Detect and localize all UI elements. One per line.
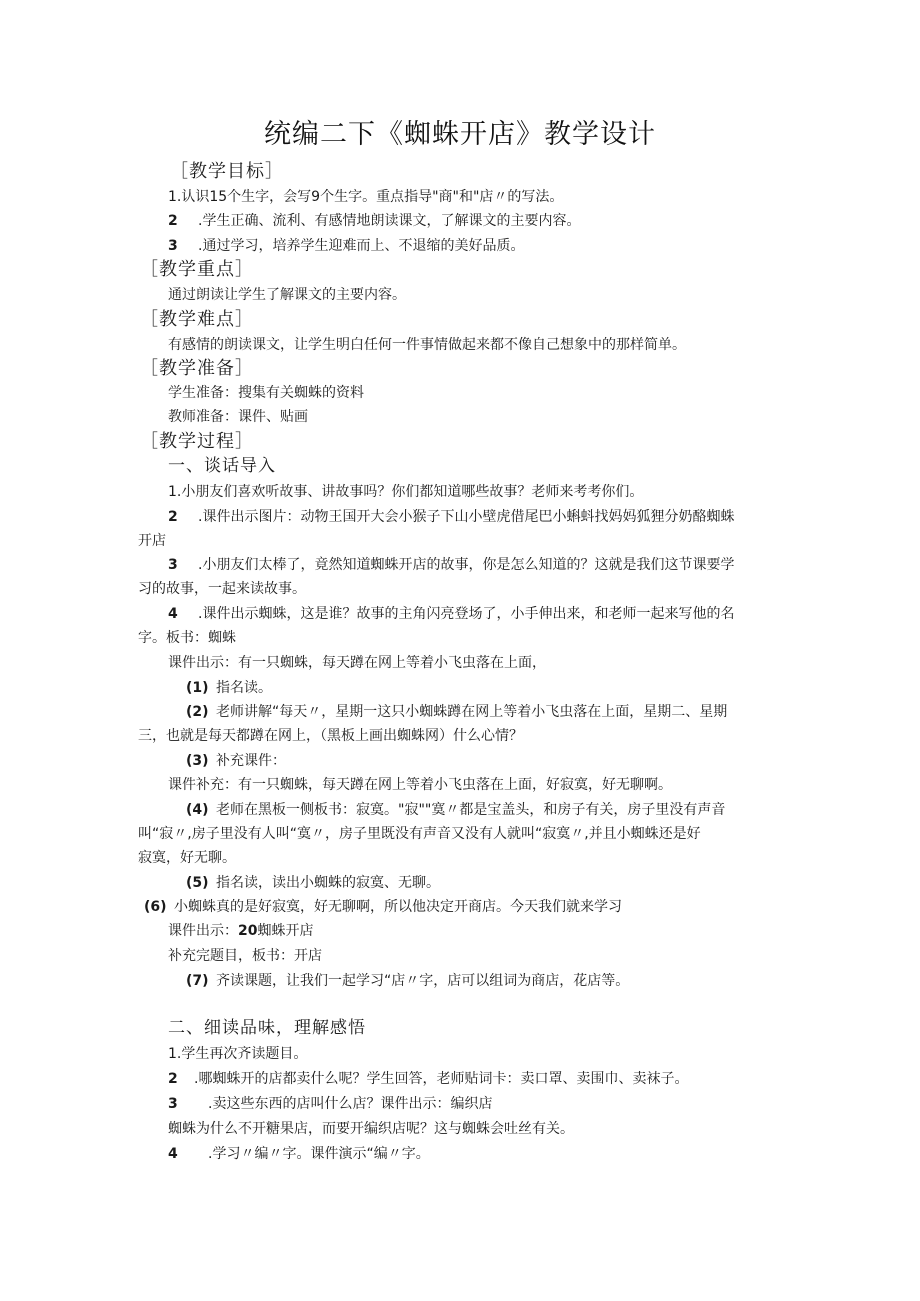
item-text: .哪蜘蛛开的店都卖什么呢？学生回答，老师贴词卡：卖口罩、卖围巾、卖袜子。 bbox=[194, 1071, 689, 1087]
step-4-cont-1: 叫“寂〃,房子里没有人叫“寞〃，房子里既没有声音又没有人就叫“寂寞〃,并且小蜘蛛还是好 bbox=[138, 826, 701, 842]
item-text: 学生再次齐读题目。 bbox=[181, 1046, 308, 1062]
item-text: .课件出示蜘蛛，这是谁？故事的主角闪亮登场了，小手伸出来，和老师一起来写他的名 bbox=[198, 606, 735, 622]
part1-paragraph-3 bbox=[168, 554, 734, 577]
step-2-cont: 三，也就是每天都蹲在网上，（黑板上画出蜘蛛网）什么心情？ bbox=[138, 728, 523, 744]
step-number: (6) bbox=[144, 899, 167, 915]
item-number: 3 bbox=[168, 557, 178, 573]
lesson-number: 20 bbox=[238, 923, 258, 939]
document-title: 统编二下《蜘蛛开店》教学设计 bbox=[264, 119, 656, 150]
part1-paragraph-2-cont: 开店 bbox=[138, 533, 166, 549]
objective-item-1 bbox=[168, 186, 563, 209]
preparation-heading: ［教学准备］ bbox=[140, 358, 254, 379]
objective-item-2 bbox=[168, 210, 580, 233]
teacher-preparation: 教师准备：课件、贴画 bbox=[168, 409, 308, 425]
objectives-heading: ［教学目标］ bbox=[170, 161, 284, 182]
step-4-cont-2: 寂寞，好无聊。 bbox=[138, 850, 236, 866]
difficulty-text: 有感情的朗读课文，让学生明白任何一件事情做起来都不像自己想象中的那样简单。 bbox=[168, 337, 686, 353]
process-heading: ［教学过程］ bbox=[140, 431, 254, 452]
difficulty-heading: ［教学难点］ bbox=[140, 309, 254, 330]
part2-title: 二、细读品味，理解感悟 bbox=[168, 1018, 366, 1038]
part1-paragraph-4-cont: 字。板书：蜘蛛 bbox=[138, 630, 236, 646]
item-text: 小朋友们喜欢听故事、讲故事吗？你们都知道哪些故事？老师来考考你们。 bbox=[181, 484, 644, 500]
item-text: 认识15个生字，会写9个生字。重点指导"商"和"店〃的写法。 bbox=[181, 189, 564, 205]
part2-paragraph-4 bbox=[168, 1143, 430, 1166]
item-number: 2 bbox=[168, 509, 178, 525]
item-text: .卖这些东西的店叫什么店？课件出示：编织店 bbox=[208, 1096, 493, 1112]
focus-heading: ［教学重点］ bbox=[140, 259, 254, 280]
item-number: 4 bbox=[168, 1146, 178, 1162]
step-5 bbox=[186, 872, 440, 895]
item-number: 1. bbox=[168, 189, 182, 205]
part2-paragraph-3 bbox=[168, 1093, 492, 1116]
item-number: 4 bbox=[168, 606, 178, 622]
step-number: (1) bbox=[186, 680, 209, 696]
step-number: (7) bbox=[186, 973, 209, 989]
item-text: .通过学习，培养学生迎难而上、不退缩的美好品质。 bbox=[198, 238, 525, 254]
step-text: 补充课件： bbox=[216, 753, 286, 769]
step-text: 小蜘蛛真的是好寂寞，好无聊啊，所以他决定开商店。今天我们就来学习 bbox=[174, 899, 622, 915]
item-number: 1. bbox=[168, 484, 182, 500]
part1-paragraph-1 bbox=[168, 481, 643, 504]
part1-title: 一、谈话导入 bbox=[168, 456, 276, 476]
objective-item-3 bbox=[168, 235, 524, 258]
focus-text: 通过朗读让学生了解课文的主要内容。 bbox=[168, 287, 406, 303]
part1-paragraph-4 bbox=[168, 603, 734, 626]
step-number: (4) bbox=[186, 802, 209, 818]
courseware-text: 课件出示：有一只蜘蛛，每天蹲在网上等着小飞虫落在上面， bbox=[168, 655, 546, 671]
courseware-prefix: 课件出示： bbox=[168, 923, 238, 939]
item-number: 2 bbox=[168, 213, 178, 229]
step-text: 老师在黑板一侧板书：寂寞。"寂""寞〃都是宝盖头，和房子有关，房子里没有声音 bbox=[216, 802, 726, 818]
item-number: 3 bbox=[168, 238, 178, 254]
supplement-text: 课件补充：有一只蜘蛛，每天蹲在网上等着小飞虫落在上面，好寂寞，好无聊啊。 bbox=[168, 777, 672, 793]
step-6 bbox=[144, 896, 622, 919]
step-text: 齐读课题，让我们一起学习“店〃字，店可以组词为商店，花店等。 bbox=[216, 973, 630, 989]
item-text: .学生正确、流利、有感情地朗读课文，了解课文的主要内容。 bbox=[198, 213, 581, 229]
item-text: .小朋友们太棒了，竟然知道蜘蛛开店的故事，你是怎么知道的？这就是我们这节课要学 bbox=[198, 557, 735, 573]
supplement-title: 补充完题目，板书：开店 bbox=[168, 948, 322, 964]
step-3 bbox=[186, 750, 286, 773]
item-text: .学习〃编〃字。课件演示“编〃字。 bbox=[208, 1146, 430, 1162]
item-number: 1. bbox=[168, 1046, 182, 1062]
step-number: (5) bbox=[186, 875, 209, 891]
step-1 bbox=[186, 677, 272, 700]
part1-paragraph-3-cont: 习的故事，一起来读故事。 bbox=[138, 581, 306, 597]
step-text: 指名读。 bbox=[216, 680, 272, 696]
item-number: 2 bbox=[168, 1071, 178, 1087]
student-preparation: 学生准备：搜集有关蜘蛛的资料 bbox=[168, 385, 364, 401]
item-text: .课件出示图片：动物王国开大会小猴子下山小壁虎借尾巴小蝌蚪找妈妈狐狸分奶酪蜘蛛 bbox=[198, 509, 735, 525]
step-number: (3) bbox=[186, 753, 209, 769]
part2-paragraph-1 bbox=[168, 1043, 307, 1066]
step-2 bbox=[186, 701, 727, 724]
step-7 bbox=[186, 970, 629, 993]
step-text: 指名读，读出小蜘蛛的寂寞、无聊。 bbox=[216, 875, 440, 891]
step-4 bbox=[186, 799, 725, 822]
item-number: 3 bbox=[168, 1096, 178, 1112]
part2-note: 蜘蛛为什么不开糖果店，而要开编织店呢？这与蜘蛛会吐丝有关。 bbox=[168, 1121, 574, 1137]
step-text: 老师讲解“每天〃，星期一这只小蜘蛛蹲在网上等着小飞虫落在上面，星期二、星期 bbox=[216, 704, 728, 720]
part1-paragraph-2 bbox=[168, 506, 734, 529]
step-number: (2) bbox=[186, 704, 209, 720]
courseware-lesson bbox=[168, 920, 313, 943]
part2-paragraph-2 bbox=[168, 1068, 688, 1091]
lesson-title: 蜘蛛开店 bbox=[257, 923, 314, 939]
